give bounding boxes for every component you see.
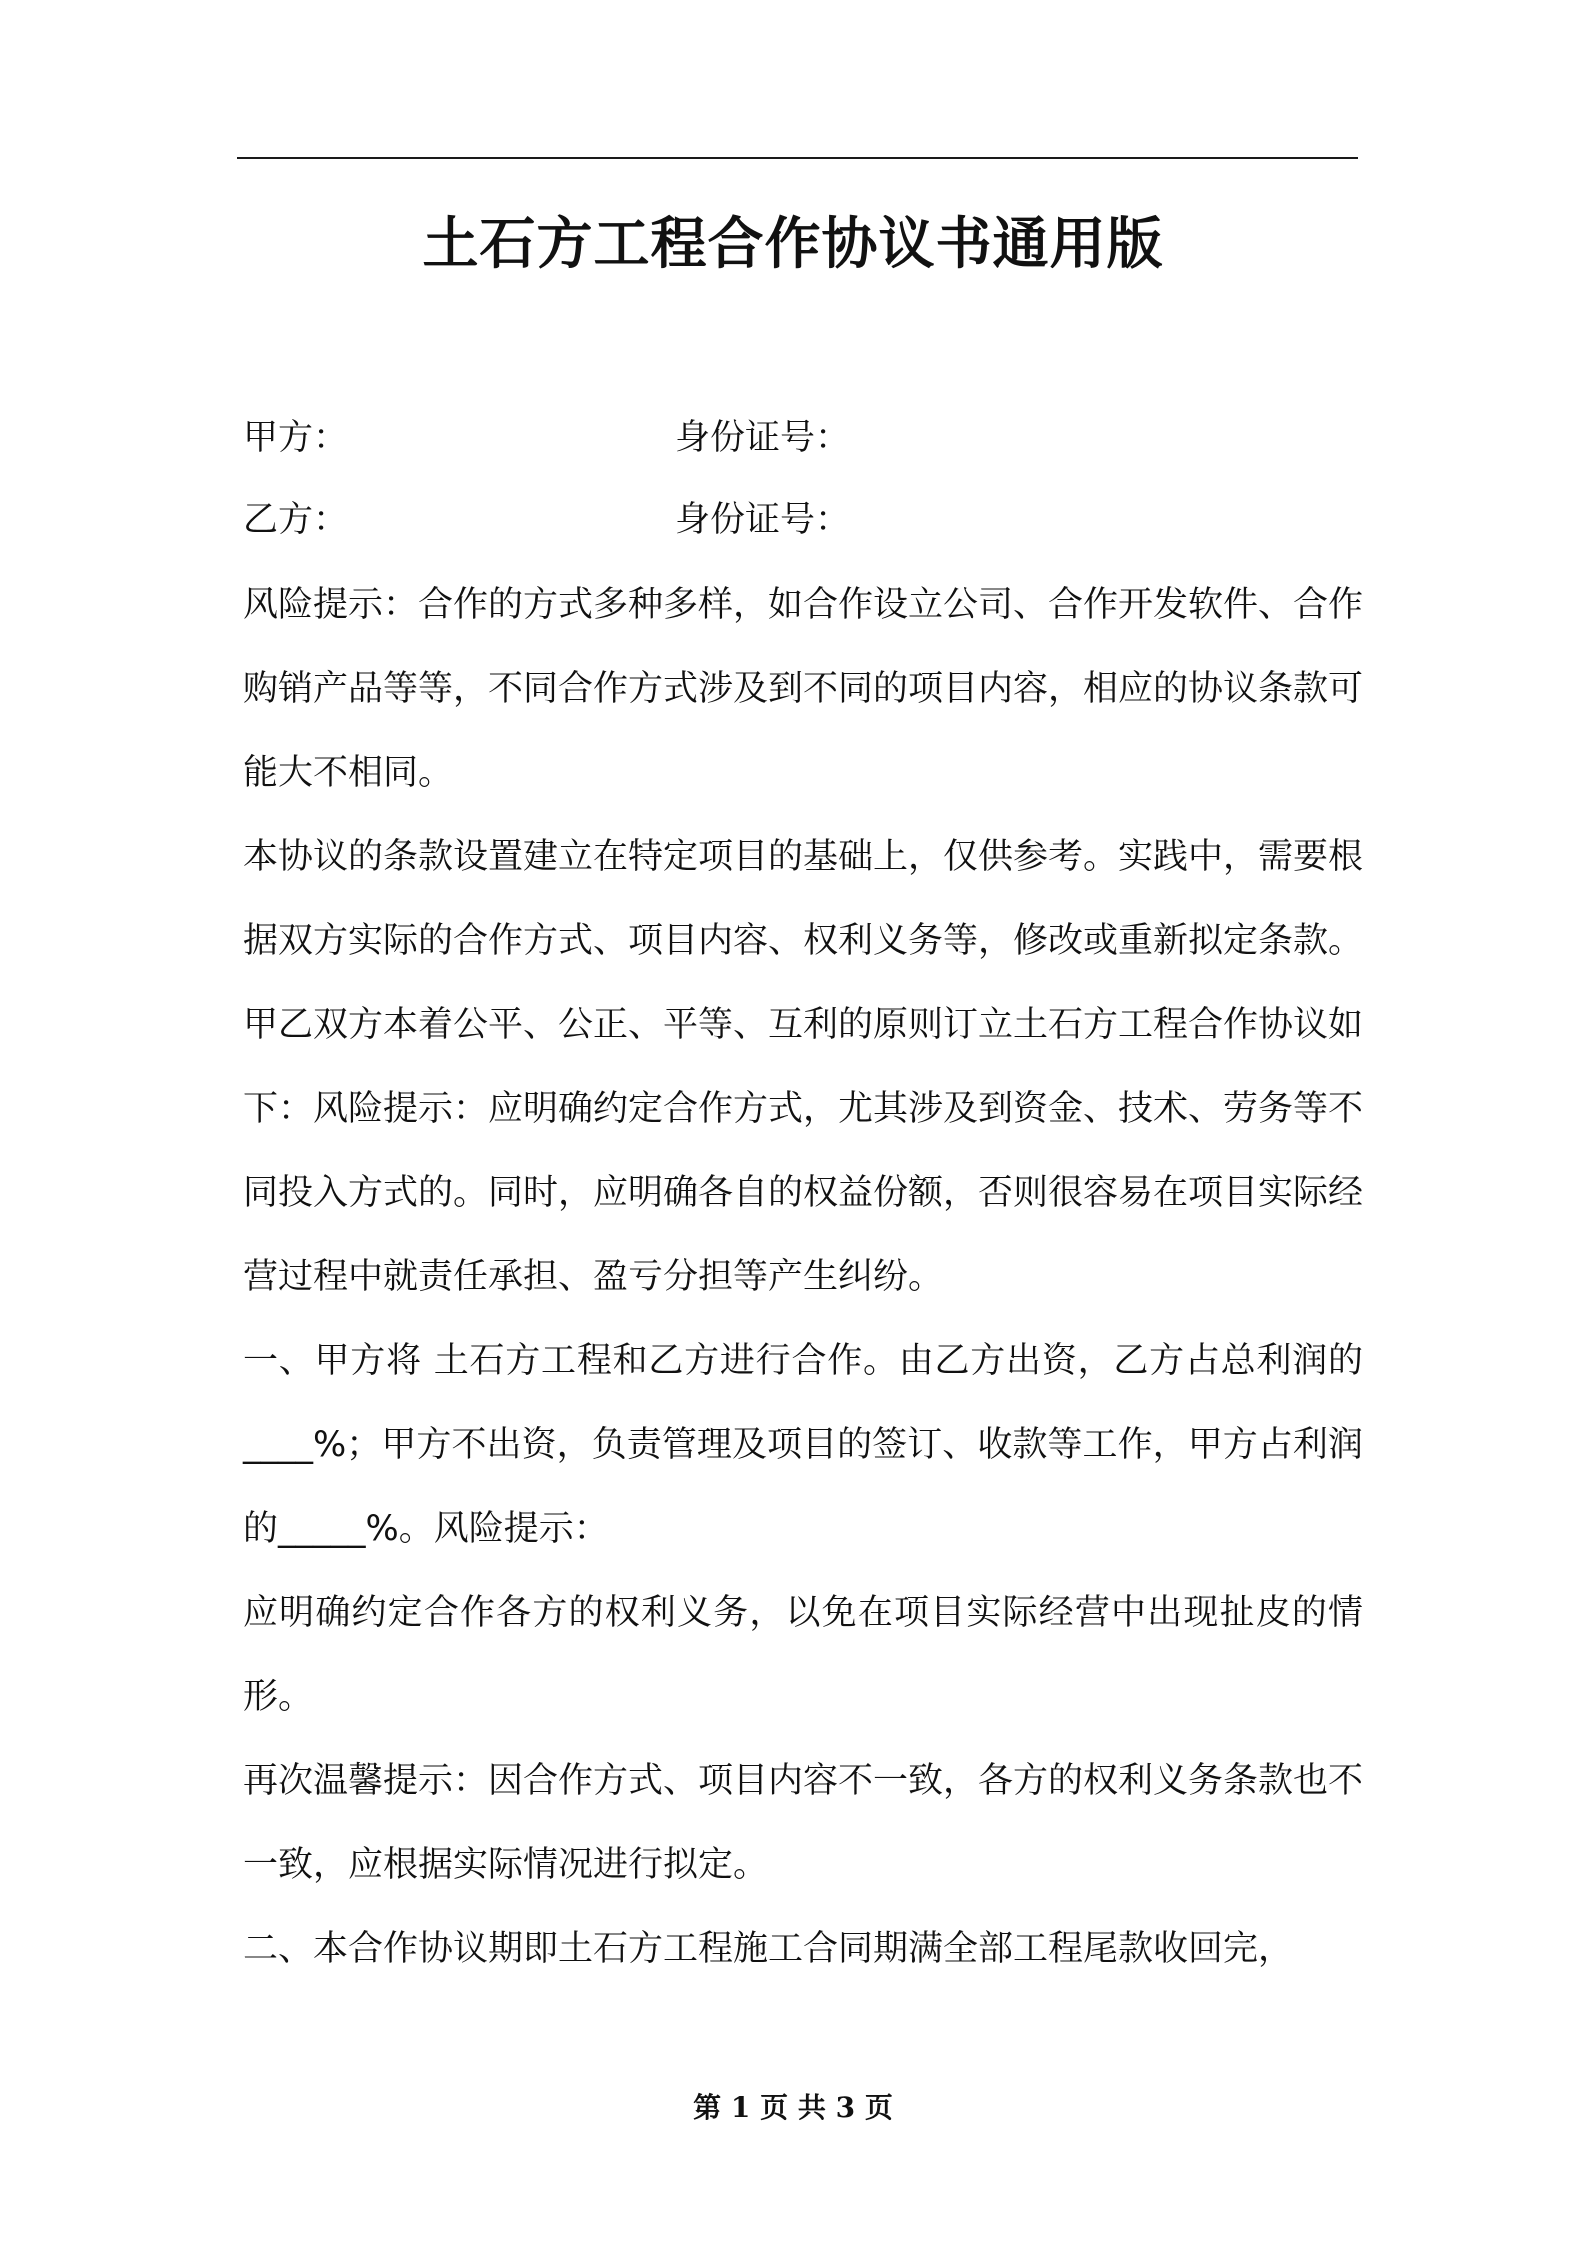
document-title: 土石方工程合作协议书通用版 <box>422 212 1164 277</box>
page-number: 第 1 页 共 3 页 <box>693 2091 893 2124</box>
party-a-row <box>243 408 1363 468</box>
party-b-id-label: 身份证号： <box>675 500 851 540</box>
party-b-row <box>243 490 1363 550</box>
header-rule <box>237 157 1358 159</box>
rights-notice-paragraph: 应明确约定合作各方的权利义务，以免在项目实际经营中出现扯皮的情形。 <box>243 1593 1363 1717</box>
risk-notice-paragraph: 风险提示：合作的方式多种多样，如合作设立公司、合作开发软件、合作购销产品等等，不同合作方式涉及到不同的项目内容，相应的协议条款可能大不相同。 <box>243 585 1364 793</box>
party-b-label: 乙方： <box>243 500 349 540</box>
party-a-id-label: 身份证号： <box>675 418 851 458</box>
party-a-label: 甲方： <box>243 418 349 458</box>
reminder-paragraph: 再次温馨提示：因合作方式、项目内容不一致，各方的权利义务条款也不一致，应根据实际情况进行拟定。 <box>243 1761 1364 1885</box>
reference-paragraph: 本协议的条款设置建立在特定项目的基础上，仅供参考。实践中，需要根据双方实际的合作方式、项目内容、权利义务等，修改或重新拟定条款。 甲乙双方本着公平、公正、平等、互利的原则订立土石方工程合作协议如下：风险提示：应明确约定合作方式，尤其涉及到资金、技术、劳务等不同投入方式的。同时，应明确各自的权益份额，否则很容易在项目实际经营过程中就责任承担、盈亏分担等产生纠纷。 <box>243 837 1364 1297</box>
clause-one-paragraph: 一、甲方将 土石方工程和乙方进行合作。由乙方出资，乙方占总利润的____%；甲方不出资，负责管理及项目的签订、收款等工作，甲方占利润的_____%。风险提示： <box>243 1341 1363 1549</box>
clause-two-paragraph: 二、本合作协议期即土石方工程施工合同期满全部工程尾款收回完， <box>243 1929 1294 1969</box>
